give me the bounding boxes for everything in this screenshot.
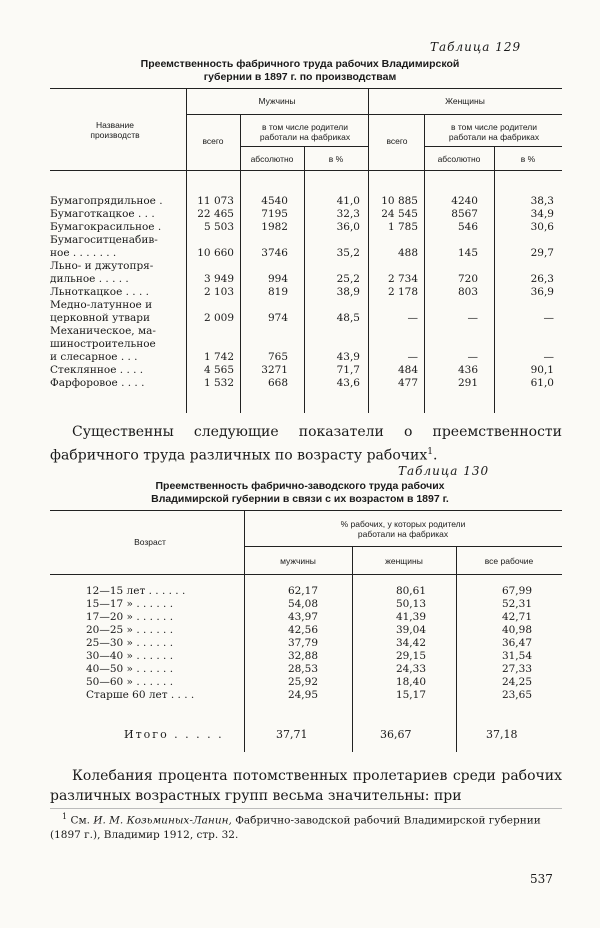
table-129-row: [50, 364, 562, 377]
men-pct: 24,95: [287, 689, 318, 701]
table-129-body: [50, 195, 562, 390]
men-total: 22 465: [197, 208, 234, 220]
footnote-ref: 1: [427, 447, 433, 457]
header-name-line1: Название: [96, 120, 134, 130]
men-total: 11 073: [197, 195, 234, 207]
women-total: [368, 338, 424, 351]
paragraph-2: Колебания процента потомственных пролетариев среди рабочих различных возрастных групп весьма значительны: при: [50, 768, 562, 804]
header-women-parents: [426, 122, 562, 142]
age-group: 20—25 » . . . . . .: [86, 624, 174, 636]
women-pct: [494, 338, 562, 351]
header-men-parents-line2: работали на фабриках: [259, 132, 351, 142]
men-total: 3 949: [203, 273, 234, 285]
header-men-parents: [242, 122, 368, 142]
page-number: 537: [530, 872, 553, 886]
table-129-row: [50, 247, 562, 260]
men-abs: 3271: [261, 364, 288, 376]
men-pct: 71,7: [336, 364, 360, 376]
men-abs: [240, 260, 304, 273]
women-total: —: [407, 312, 418, 324]
paragraph-1-text: Существенны следующие показатели о преемственности фабричного труда различных по возрасту рабочих: [50, 424, 562, 464]
women-pct: 34,42: [395, 637, 426, 649]
men-abs: [240, 299, 304, 312]
production-name: Бумаготкацкое . . .: [50, 208, 155, 220]
header-men-pct: в %: [328, 154, 344, 164]
age-group: 30—40 » . . . . . .: [86, 650, 174, 662]
all-pct: 52,31: [501, 598, 532, 610]
women-pct: [494, 260, 562, 273]
table-130-row: [86, 624, 562, 637]
women-pct: 61,0: [530, 377, 554, 389]
table-130-row: [86, 585, 562, 598]
men-pct: 32,3: [336, 208, 360, 220]
production-name: Медно-латунное и: [50, 299, 153, 311]
table-129-row: [50, 221, 562, 234]
men-total: [186, 338, 240, 351]
women-pct: 24,33: [395, 663, 426, 675]
men-total: 1 742: [203, 351, 234, 363]
men-pct: 37,79: [287, 637, 318, 649]
header-group-line2: работали на фабриках: [357, 529, 449, 539]
table-129-row: [50, 195, 562, 208]
men-total: 1 532: [203, 377, 234, 389]
production-name: Льноткацкое . . . .: [50, 286, 149, 298]
production-name: Бумагокрасильное .: [50, 221, 162, 233]
men-total: 2 009: [203, 312, 234, 324]
men-abs: 1982: [261, 221, 288, 233]
men-total: [186, 234, 240, 247]
footnote-mark: 1: [62, 812, 68, 821]
men-pct: [304, 234, 368, 247]
men-pct: [304, 299, 368, 312]
age-group: 25—30 » . . . . . .: [86, 637, 174, 649]
women-pct: 90,1: [530, 364, 554, 376]
women-total: 484: [397, 364, 418, 376]
women-pct: 80,61: [395, 585, 426, 597]
men-pct: 42,56: [287, 624, 318, 636]
production-name: церковной утвари: [50, 312, 151, 324]
production-name: Фарфоровое . . . .: [50, 377, 145, 389]
footnote-rest: Фабрично-заводской рабочий Владимирской губернии (1897 г.), Владимир 1912, стр. 32.: [50, 814, 541, 841]
men-pct: 54,08: [287, 598, 318, 610]
production-name: ное . . . . . . .: [50, 247, 117, 259]
men-pct: 25,92: [287, 676, 318, 688]
women-total: [368, 299, 424, 312]
men-total: [186, 260, 240, 273]
table-129-row: [50, 351, 562, 364]
men-abs: 4540: [261, 195, 288, 207]
men-abs: 7195: [261, 208, 288, 220]
women-pct: 36,9: [530, 286, 554, 298]
men-total: 2 103: [203, 286, 234, 298]
table-129-row: [50, 299, 562, 312]
women-total: 488: [397, 247, 418, 259]
age-group: 12—15 лет . . . . . .: [86, 585, 186, 597]
men-total: [186, 299, 240, 312]
table-129-row: [50, 312, 562, 325]
age-group: 17—20 » . . . . . .: [86, 611, 174, 623]
women-total: 24 545: [381, 208, 418, 220]
header-name: [60, 120, 170, 140]
men-total: 10 660: [197, 247, 234, 259]
paragraph-1: Существенны следующие показатели о преемственности фабричного труда различных по возрасту рабочих$^1$.: [50, 424, 562, 464]
men-pct: 32,88: [287, 650, 318, 662]
women-pct: 38,3: [530, 195, 554, 207]
men-pct: [304, 338, 368, 351]
table-129-row: [50, 234, 562, 247]
table-129-row: [50, 325, 562, 338]
header-men-abs: абсолютно: [250, 154, 294, 164]
all-pct: 36,47: [501, 637, 532, 649]
production-name: Бумагоситценабив-: [50, 234, 158, 246]
women-abs: 436: [457, 364, 478, 376]
all-pct: 42,71: [501, 611, 532, 623]
men-pct: 38,9: [336, 286, 360, 298]
table-129-row: [50, 377, 562, 390]
header-all-130: все рабочие: [484, 556, 534, 566]
production-name: Стеклянное . . . .: [50, 364, 144, 376]
men-pct: 25,2: [336, 273, 360, 285]
men-pct: 43,9: [336, 351, 360, 363]
men-pct: [304, 260, 368, 273]
women-pct: [494, 325, 562, 338]
women-abs: [424, 234, 494, 247]
production-name: и слесарное . . .: [50, 351, 138, 363]
women-total: 2 734: [387, 273, 418, 285]
men-abs: 994: [267, 273, 288, 285]
age-group: 40—50 » . . . . . .: [86, 663, 174, 675]
table-129-title-line1: Преемственность фабричного труда рабочих Владимирской: [140, 58, 460, 70]
header-age: Возраст: [134, 537, 166, 547]
men-pct: 48,5: [336, 312, 360, 324]
men-pct: 41,0: [336, 195, 360, 207]
men-pct: 28,53: [287, 663, 318, 675]
total-label: Итого . . . . .: [124, 728, 224, 741]
production-name: Механическое, ма-: [50, 325, 156, 337]
table-130-row: [86, 650, 562, 663]
table-130-row: [86, 689, 562, 702]
women-abs: [424, 299, 494, 312]
header-group-line1: % рабочих, у которых родители: [340, 519, 466, 529]
men-abs: 668: [267, 377, 288, 389]
production-name: Бумагопрядильное .: [50, 195, 163, 207]
men-abs: [240, 325, 304, 338]
all-pct: 23,65: [501, 689, 532, 701]
women-pct: —: [543, 351, 554, 363]
women-pct: 15,17: [395, 689, 426, 701]
men-pct: 36,0: [336, 221, 360, 233]
table-130-row: [86, 663, 562, 676]
footnote-pre: См.: [70, 814, 90, 827]
table-130-row: [86, 598, 562, 611]
header-men-parents-line1: в том числе родители: [261, 122, 348, 132]
table-130-row: [86, 611, 562, 624]
all-pct: 31,54: [501, 650, 532, 662]
men-pct: 43,6: [336, 377, 360, 389]
all-pct: 40,98: [501, 624, 532, 636]
table-129-row: [50, 286, 562, 299]
table-129-row: [50, 338, 562, 351]
women-abs: 4240: [451, 195, 478, 207]
women-abs: —: [467, 312, 478, 324]
all-pct: 27,33: [501, 663, 532, 675]
men-abs: [240, 234, 304, 247]
header-men: Мужчины: [258, 96, 296, 106]
women-pct: 26,3: [530, 273, 554, 285]
age-group: 15—17 » . . . . . .: [86, 598, 174, 610]
women-abs: [424, 338, 494, 351]
table-130-title-line2: Владимирской губернии в связи с их возрастом в 1897 г.: [151, 493, 449, 505]
table-130-row: [86, 676, 562, 689]
table-130-title-line1: Преемственность фабрично-заводского труда рабочих: [155, 480, 445, 492]
header-women-parents-line2: работали на фабриках: [448, 132, 540, 142]
men-total: [186, 325, 240, 338]
women-total: —: [407, 351, 418, 363]
production-name: шиностроительное: [50, 338, 156, 350]
total-all: 37,18: [486, 728, 518, 741]
women-total: [368, 234, 424, 247]
table-130-title: [90, 480, 510, 506]
women-abs: [424, 260, 494, 273]
men-total: 4 565: [203, 364, 234, 376]
total-men: 37,71: [276, 728, 308, 741]
men-abs: 765: [267, 351, 288, 363]
women-pct: —: [543, 312, 554, 324]
women-total: 477: [397, 377, 418, 389]
men-pct: 62,17: [287, 585, 318, 597]
men-abs: [240, 338, 304, 351]
table-129-title-line2: губернии в 1897 г. по производствам: [203, 71, 397, 83]
women-abs: 546: [457, 221, 478, 233]
men-abs: 974: [267, 312, 288, 324]
footnote-author: И. М. Козьминых-Ланин,: [93, 814, 232, 827]
women-pct: 39,04: [395, 624, 426, 636]
header-women-parents-line1: в том числе родители: [450, 122, 537, 132]
header-women-total: всего: [386, 136, 408, 146]
men-pct: 35,2: [336, 247, 360, 259]
all-pct: 67,99: [501, 585, 532, 597]
header-group: [244, 519, 562, 539]
women-pct: [494, 299, 562, 312]
total-women: 36,67: [380, 728, 412, 741]
men-abs: 3746: [261, 247, 288, 259]
men-total: 5 503: [203, 221, 234, 233]
men-pct: [304, 325, 368, 338]
women-abs: 291: [457, 377, 478, 389]
women-total: 2 178: [387, 286, 418, 298]
women-pct: 29,7: [530, 247, 554, 259]
table-130-label: Таблица 130: [398, 464, 490, 478]
men-abs: 819: [267, 286, 288, 298]
production-name: дильное . . . . .: [50, 273, 129, 285]
men-pct: 43,97: [287, 611, 318, 623]
women-abs: [424, 325, 494, 338]
table-130-row: [86, 637, 562, 650]
header-women: Женщины: [445, 96, 485, 106]
header-men-total: всего: [202, 136, 224, 146]
women-abs: 145: [457, 247, 478, 259]
age-group: 50—60 » . . . . . .: [86, 676, 174, 688]
women-total: 1 785: [387, 221, 418, 233]
women-abs: 8567: [451, 208, 478, 220]
table-129-row: [50, 260, 562, 273]
table-130-body: [86, 585, 562, 702]
women-total: 10 885: [381, 195, 418, 207]
women-pct: 34,9: [530, 208, 554, 220]
table-129-row: [50, 273, 562, 286]
women-abs: 720: [457, 273, 478, 285]
header-women-abs: абсолютно: [437, 154, 481, 164]
women-pct: 18,40: [395, 676, 426, 688]
all-pct: 24,25: [501, 676, 532, 688]
footnote: [50, 810, 562, 842]
age-group: Старше 60 лет . . . .: [86, 689, 195, 701]
header-name-line2: производств: [90, 130, 140, 140]
women-pct: 29,15: [395, 650, 426, 662]
header-women-130: женщины: [385, 556, 423, 566]
women-abs: 803: [457, 286, 478, 298]
production-name: Льно- и джутопря-: [50, 260, 154, 272]
table-129-label: Таблица 129: [430, 40, 522, 54]
women-pct: 50,13: [395, 598, 426, 610]
women-total: [368, 260, 424, 273]
women-pct: [494, 234, 562, 247]
women-pct: 41,39: [395, 611, 426, 623]
table-129-title: [90, 58, 510, 84]
table-129-row: [50, 208, 562, 221]
women-abs: —: [467, 351, 478, 363]
women-total: [368, 325, 424, 338]
header-women-pct: в %: [520, 154, 536, 164]
header-men-130: мужчины: [280, 556, 316, 566]
women-pct: 30,6: [530, 221, 554, 233]
